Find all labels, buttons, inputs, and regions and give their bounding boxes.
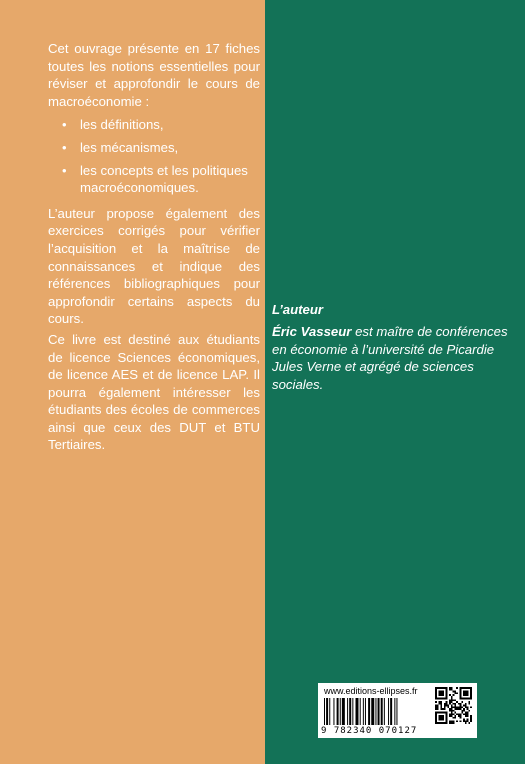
- barcode-icon: [324, 698, 428, 725]
- description-text: [48, 40, 260, 457]
- notions-list: [48, 116, 260, 196]
- audience-paragraph: Ce livre est destiné aux étudiants de licence Sciences économiques, de licence AES et de licence LAP. Il pourra également intéresser les étudiants des écoles de commerces ainsi que ceux des DUT et BTU Tertiaires.: [48, 331, 260, 453]
- author-name: Éric Vasseur: [272, 323, 352, 339]
- barcode-box: [318, 683, 477, 738]
- intro-paragraph: Cet ouvrage présente en 17 fiches toutes les notions essentielles pour réviser et approfondir le cours de macroéconomie :: [48, 41, 260, 109]
- isbn-number: 9 782340 070127: [321, 726, 418, 736]
- exercises-paragraph: L’auteur propose également des exercices corrigés pour vérifier l’acquisition et la maîtrise de connaissances et indique des références bibliographiques pour approfondir certains aspects du cours.: [48, 205, 260, 327]
- publisher-url: www.editions-ellipses.fr: [324, 686, 418, 696]
- list-item: • les définitions,: [62, 117, 164, 133]
- author-heading: L’auteur: [272, 302, 324, 317]
- author-bio-text: est maître de conférences en économie à l’université de Picardie Jules Verne et agrégé de sciences sociales.: [272, 323, 508, 393]
- bullet-icon: •: [62, 139, 67, 155]
- author-bio: [272, 323, 512, 394]
- qr-code-icon: [435, 687, 472, 724]
- author-section: [272, 301, 512, 394]
- bullet-icon: •: [62, 162, 67, 178]
- list-item: • les mécanismes,: [62, 139, 179, 155]
- list-item: • les concepts et les politiques macroéconomiques.: [62, 162, 248, 196]
- bullet-icon: •: [62, 117, 67, 133]
